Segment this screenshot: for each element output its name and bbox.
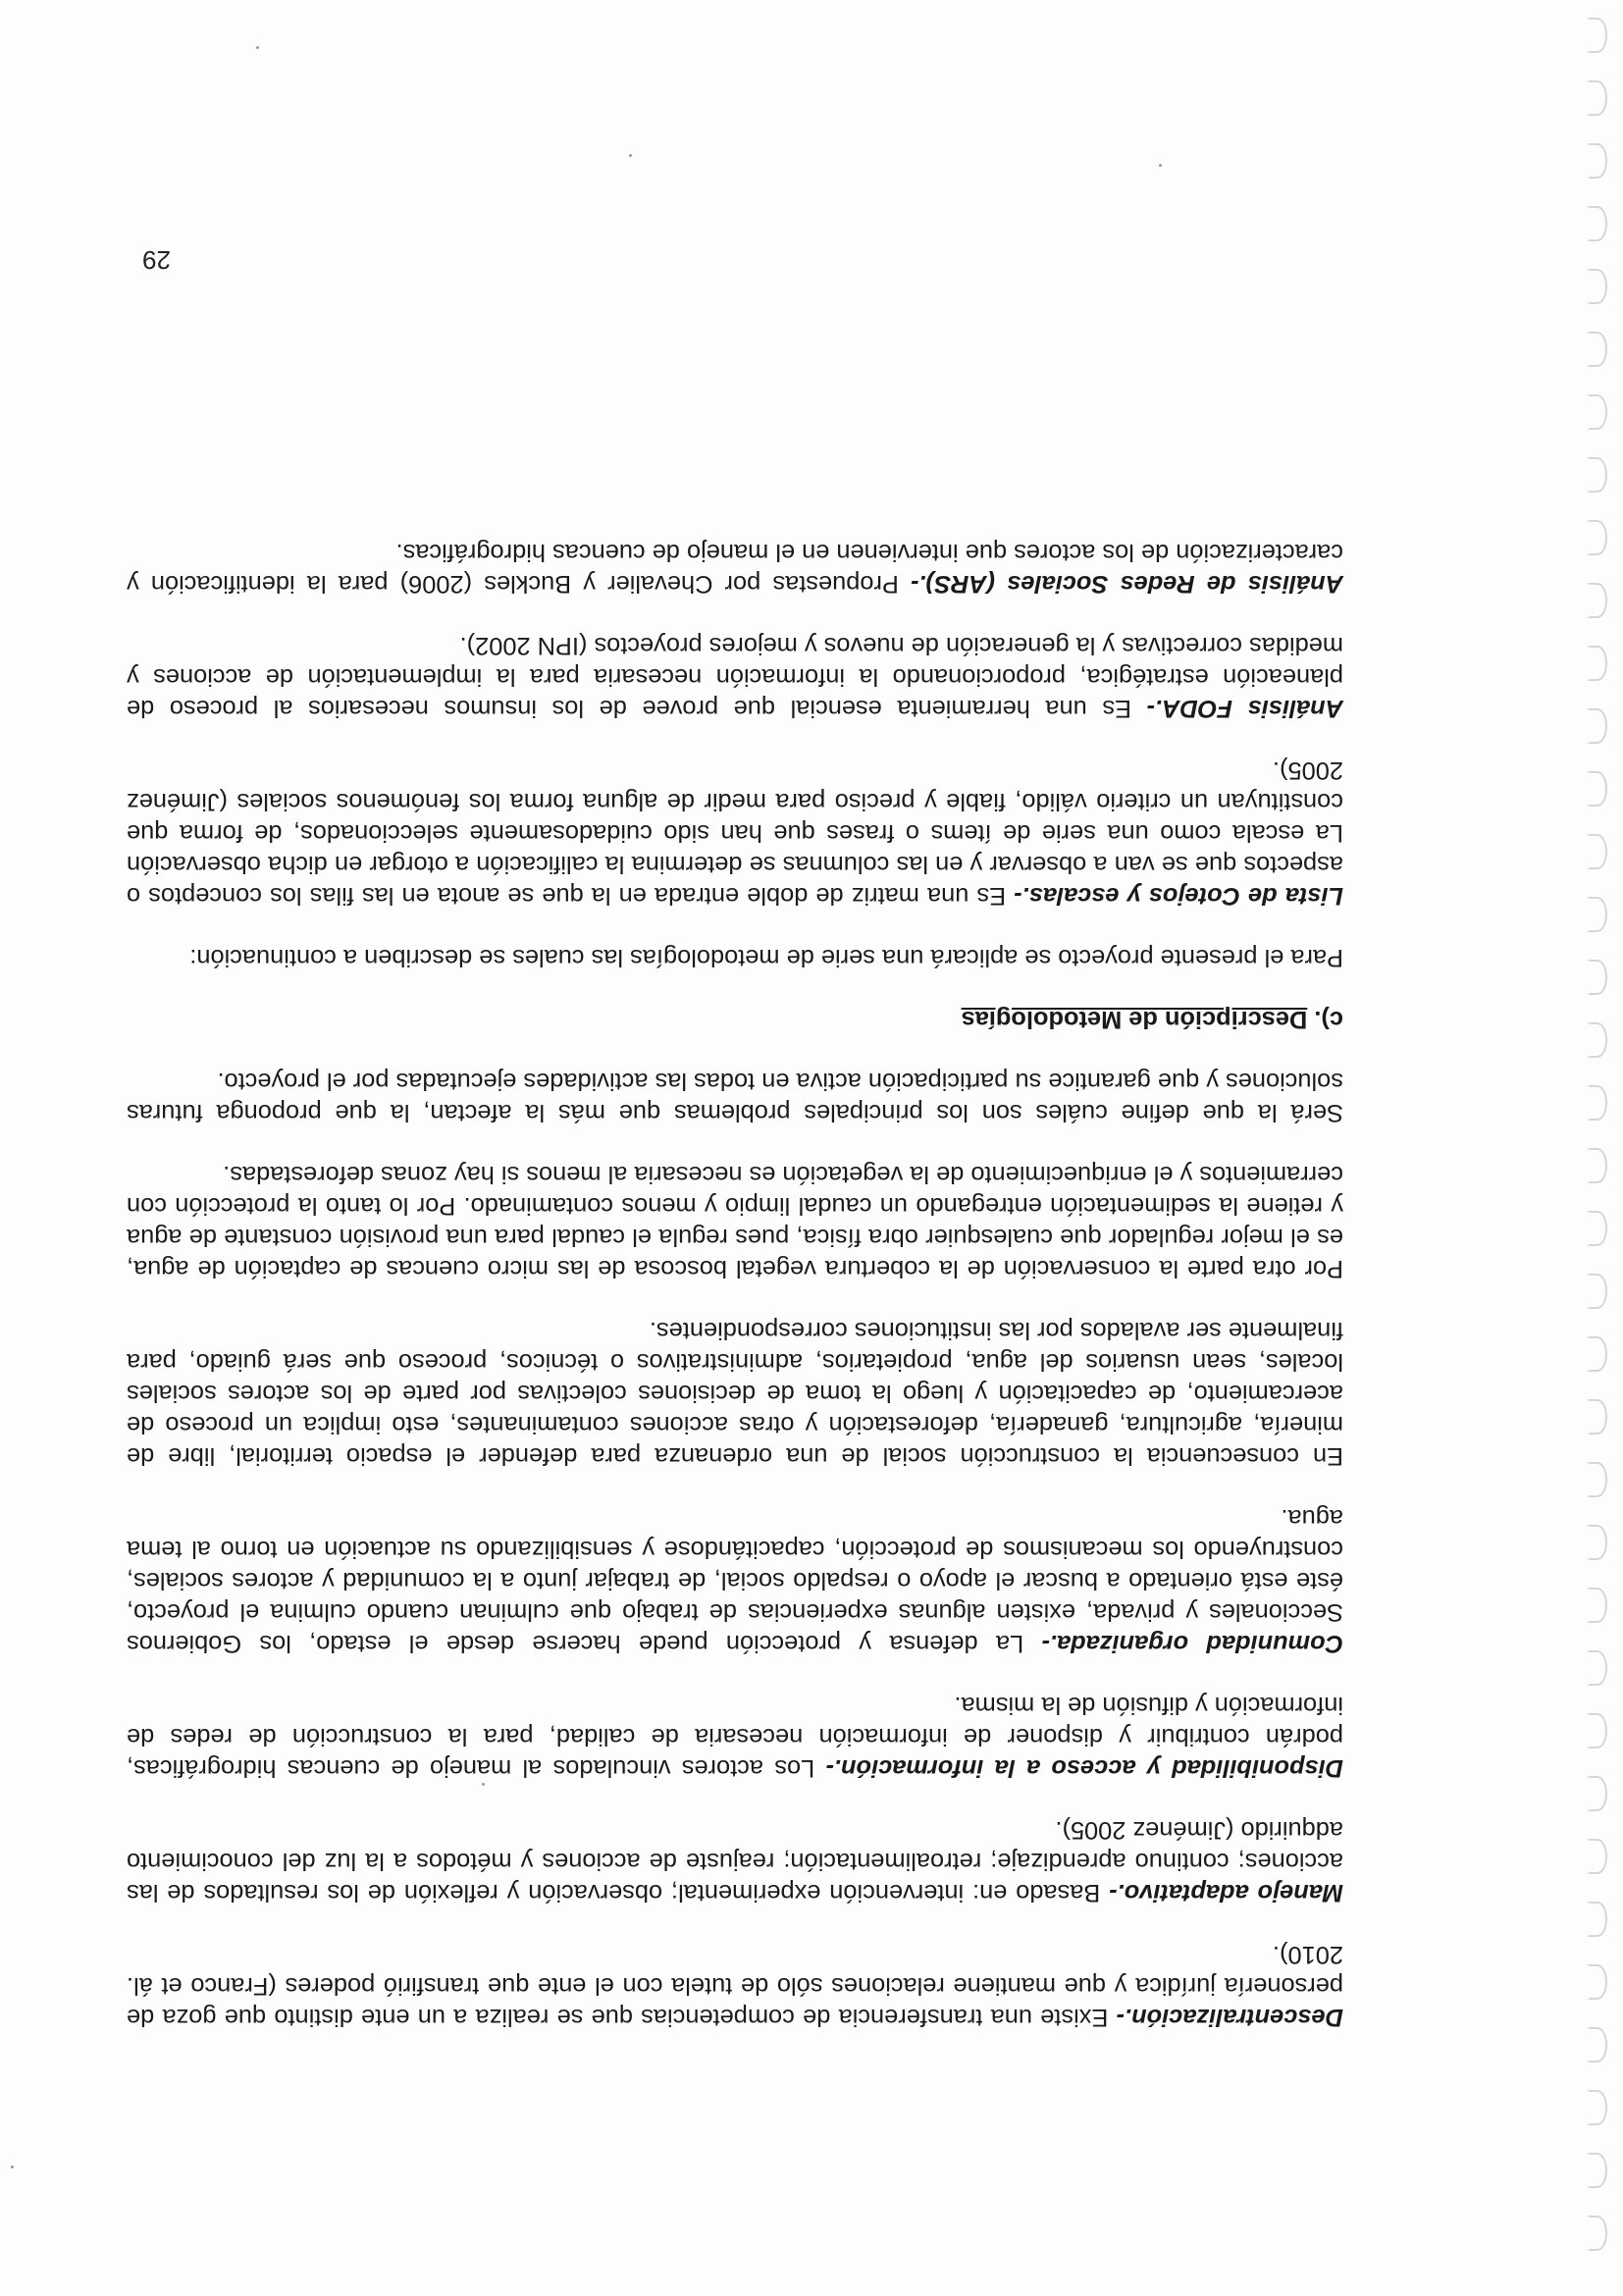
paragraph-analisis-redes [127,537,1343,600]
paragraph-descentralizacion [127,1939,1343,2033]
section-heading [127,1004,1343,1035]
document-body [127,506,1343,2033]
binder-hole [1588,18,1607,53]
binder-hole [1588,1839,1607,1874]
paragraph-text: Será la que define cuáles son los principales problemas que más la afectan, la que proponga futuras soluciones y que garantice su participación activa en todas las actividades ejecutadas por el proyecto. [127,1068,1343,1126]
paragraph-text: Basado en: intervención experimental; observación y reflexión de los resultados de las acciones; continuo aprendizaje; retroalimentación; reajuste de acciones y métodos a la luz del conocimiento adquirido (Jiménez 2005). [126,1816,1343,1906]
scan-speck [629,154,632,157]
binder-hole [1588,394,1607,430]
scan-speck [1159,164,1162,167]
binder-hole [1588,1022,1607,1058]
binder-hole [1588,206,1607,241]
binder-hole [1588,834,1607,869]
binder-hole [1588,2216,1607,2251]
term-analisis-foda: Análisis FODA.- [1146,695,1343,722]
binder-hole [1588,1902,1607,1937]
scan-speck [11,2166,14,2168]
binder-hole [1588,897,1607,932]
binder-hole [1588,457,1607,493]
section-heading-prefix: c). [1314,1006,1343,1033]
paragraph-comunidad-organizada [127,1502,1343,1659]
paragraph-problemas [127,1066,1343,1128]
paragraph-lista-cotejos [127,755,1343,912]
paragraph-consecuencia [127,1315,1343,1472]
binder-hole [1588,1525,1607,1560]
paragraph-text: Para el presente proyecto se aplicará una serie de metodologías las cuales se describen a continuación: [189,944,1343,971]
binder-hole [1588,332,1607,367]
paragraph-text: La defensa y protección puede hacerse desde el estado, los Gobiernos Seccionales y privada, existen algunas experiencias de trabajo que culminan cuando culmina el proyecto, éste está orientado a buscar el apoyo o respaldo social, de trabajar junto a la comunidad y actores sociales, construyendo los mecanismos de protección, capacitándose y sensibilizando su actuación en torno al tema agua. [127,1504,1343,1657]
term-lista-cotejos: Lista de Cotejos y escalas.- [1014,882,1343,910]
paragraph-text: Propuestas por Chevalier y Buckles (2006) para la identificación y caracterización de los actores que intervienen en el manejo de cuencas hidrográficas. [126,539,1343,598]
binder-hole [1588,1650,1607,1686]
binder-hole [1588,2027,1607,2062]
binder-hole [1588,80,1607,116]
binder-hole [1588,2153,1607,2188]
binder-hole [1588,1713,1607,1748]
binder-hole [1588,1211,1607,1246]
paragraph-text: Existe una transferencia de competencias que se realiza a un ente distinto que goza de personería jurídica y que mantiene relaciones sólo de tutela con el ente que transfirió poderes (Franco et ál. 2010). [127,1941,1343,2031]
binder-hole [1588,1399,1607,1435]
binder-hole [1588,960,1607,995]
binder-hole [1588,1964,1607,2000]
binder-hole [1588,2090,1607,2125]
paragraph-manejo-adaptativo [127,1814,1343,1908]
paragraph-text: En consecuencia la construcción social de una ordenanza para defender el espacio territorial, libre de minería, agricultura, ganadería, deforestación y otras acciones contaminantes, esto implica un proceso de acercamiento, de capacitación y luego la toma de decisiones colectivas por parte de los actores sociales locales, sean usuarios del agua, propietarios, administrativos o técnicos, proceso que será guiado, para finalmente ser avalados por las instituciones correspondientes. [127,1317,1343,1470]
binder-hole [1588,708,1607,744]
binder-hole [1588,1148,1607,1183]
paragraph-text: Es una matriz de doble entrada en la que se anota en las filas los conceptos o aspectos que se van a observar y en las columnas se determina la calificación a otorgar en dicha observación La escala como una serie de ítems o frases que han sido cuidadosamente seleccionados, de forma que constituyan un criterio válido, fiable y preciso para medir de alguna forma los fenómenos sociales (Jiménez 2005). [127,757,1343,910]
paragraph-disponibilidad [127,1690,1343,1784]
term-manejo-adaptativo: Manejo adaptativo.- [1109,1879,1343,1906]
binder-hole [1588,1336,1607,1372]
term-comunidad-organizada: Comunidad organizada.- [1041,1630,1343,1657]
binder-hole [1588,1085,1607,1121]
paragraph-conservacion [127,1159,1343,1284]
paragraph-metodologias-intro [127,942,1343,973]
binder-hole [1588,143,1607,179]
paragraph-text: Los actores vinculados al manejo de cuencas hidrográficas, podrán contribuir y disponer de información necesaria de calidad, para la construcción de redes de información y difusión de la misma. [127,1692,1343,1782]
binder-hole [1588,1462,1607,1497]
term-disponibilidad: Disponibilidad y acceso a la información.- [825,1754,1343,1782]
binder-hole [1588,771,1607,807]
term-descentralizacion: Descentralización.- [1116,2004,1343,2031]
binder-hole [1588,646,1607,681]
binder-hole [1588,1776,1607,1811]
binder-hole [1588,520,1607,555]
binder-hole [1588,1274,1607,1309]
scan-speck [256,46,259,49]
paragraph-text: Por otra parte la conservación de la cobertura vegetal boscosa de las micro cuencas de captación de agua, es el mejor regulador que cualesquier obra física, pues regula el caudal para una provisión constante de agua y retiene la sedimentación entregando un caudal limpio y menos contaminado. Por lo tanto la protección con cerramientos y el enriquecimiento de la vegetación es necesaria al menos si hay zonas deforestadas. [127,1161,1343,1282]
scan-speck [482,1783,485,1786]
binder-hole [1588,1588,1607,1623]
binder-hole [1588,269,1607,304]
binder-holes [1578,14,1617,2290]
section-heading-label: Descripción de Metodologías [961,1006,1308,1033]
binder-hole [1588,583,1607,618]
paragraph-text: Es una herramienta esencial que provee de los insumos necesarios al proceso de planeación estratégica, proporcionando la información necesaria para la implementación de acciones y medidas correctivas y la generación de nuevos y mejores proyectos (IPN 2002). [127,632,1343,722]
paragraph-analisis-foda [127,630,1343,724]
page-number: 29 [142,245,171,275]
term-analisis-redes: Análisis de Redes Sociales (ARS).- [911,570,1343,598]
